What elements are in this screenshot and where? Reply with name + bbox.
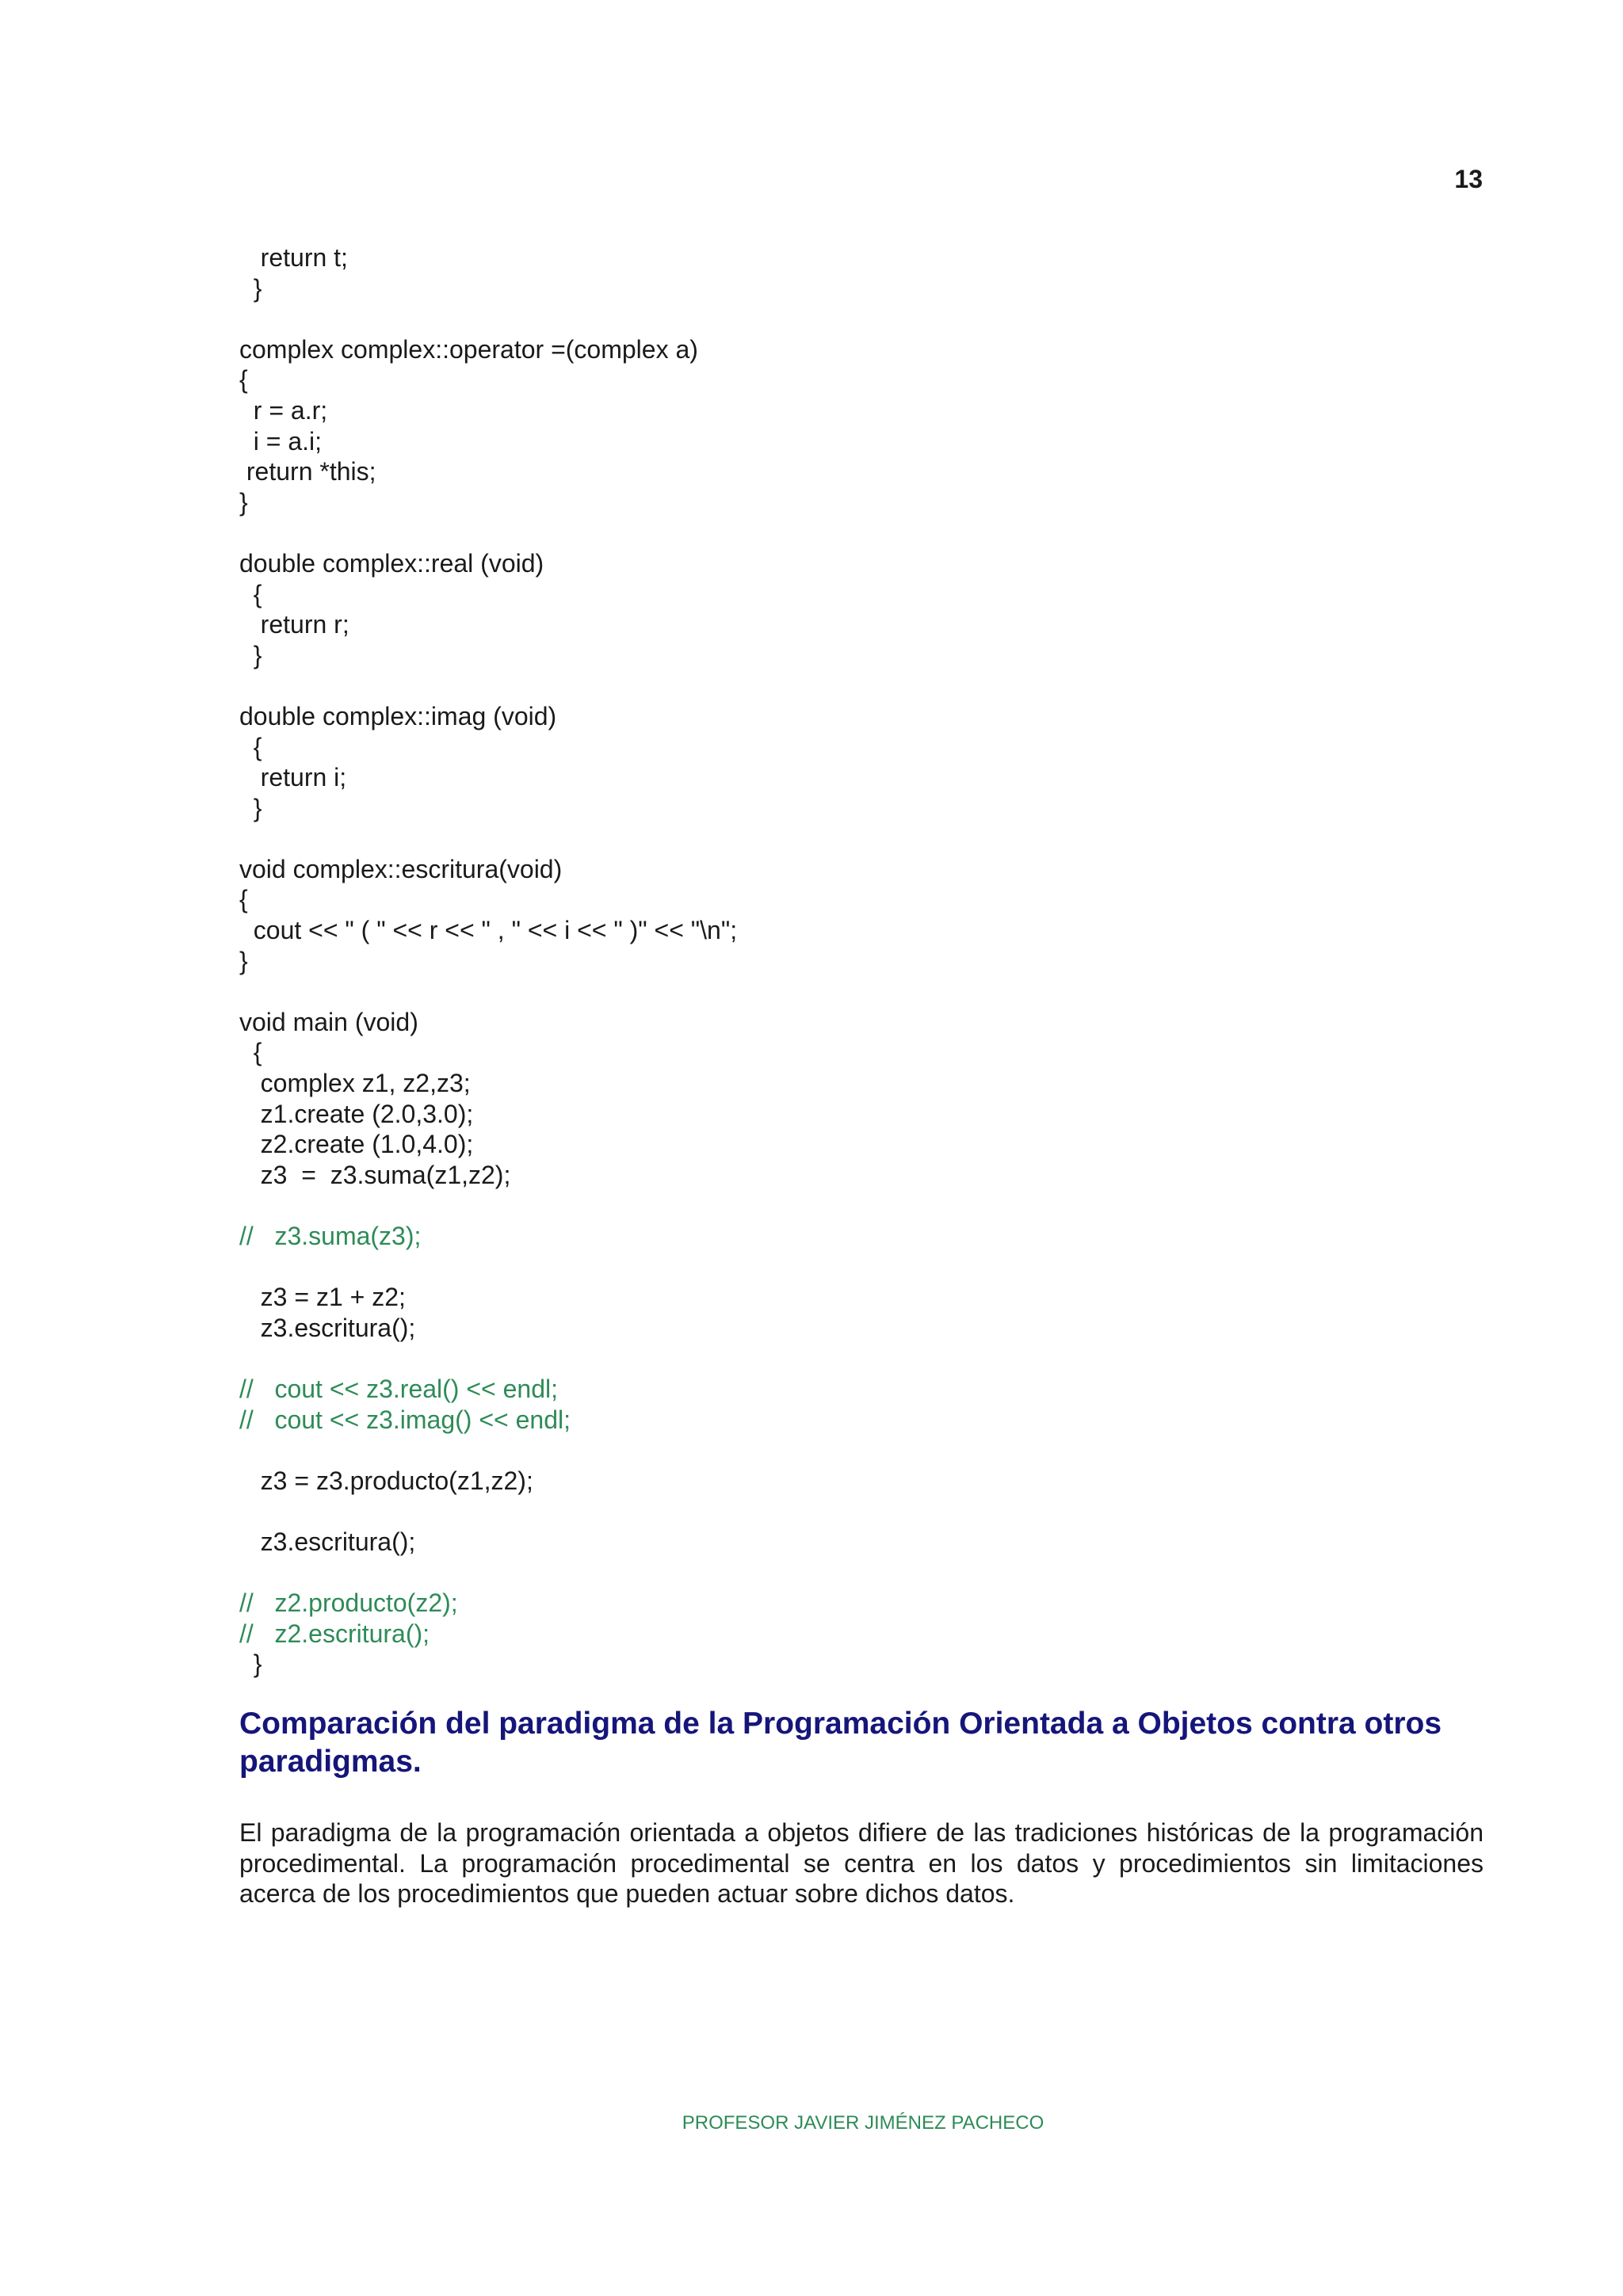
code-line: r = a.r; [239,395,328,425]
code-line [239,1558,1507,1589]
code-comment-line: // cout << z3.real() << endl; [239,1374,558,1403]
code-line: } [239,946,248,975]
code-line: z3 = z1 + z2; [239,1283,406,1312]
code-line: return t; [239,243,348,272]
code-line [239,823,1507,854]
code-line: } [239,1650,262,1679]
code-line: z3 = z3.producto(z1,z2); [239,1466,533,1495]
code-line: } [239,487,248,517]
code-line: { [239,1038,262,1067]
code-line [239,1343,1507,1374]
code-line: { [239,365,248,395]
code-line: } [239,793,262,822]
code-line: { [239,579,262,608]
code-listing [239,242,1507,1680]
page-number: 13 [1454,165,1483,193]
code-line [239,303,1507,334]
code-line: } [239,273,262,303]
section-heading: Comparación del paradigma de la Programación Orientada a Objetos contra otros paradigmas. [239,1707,1442,1779]
code-line: complex complex::operator =(complex a) [239,334,698,364]
page-footer: PROFESOR JAVIER JIMÉNEZ PACHECO [682,2112,1044,2134]
code-line: i = a.i; [239,426,323,456]
code-line [239,1190,1507,1221]
code-line: return i; [239,763,347,792]
code-line: z2.create (1.0,4.0); [239,1130,474,1159]
code-line: cout << " ( " << r << " , " << i << " )" << "\n"; [239,916,738,945]
code-comment-line: // cout << z3.imag() << endl; [239,1405,571,1434]
code-line: return *this; [239,457,376,486]
code-comment-line: // z2.producto(z2); [239,1589,458,1618]
code-line: void main (void) [239,1007,418,1036]
code-line [239,1496,1507,1527]
code-line: return r; [239,610,349,639]
code-comment-line: // z3.suma(z3); [239,1222,422,1250]
code-line [239,670,1507,701]
code-line [239,976,1507,1007]
code-line: z1.create (2.0,3.0); [239,1099,474,1128]
code-line: void complex::escritura(void) [239,854,563,883]
code-line: z3.escritura(); [239,1527,416,1556]
code-line: z3 = z3.suma(z1,z2); [239,1160,511,1189]
code-line: double complex::real (void) [239,548,544,578]
code-line: { [239,885,248,914]
code-line: } [239,640,262,669]
body-paragraph: El paradigma de la programación orientada a objetos difiere de las tradiciones históricas de la programación procedimental. La programación procedimental se centra en los datos y procedimientos sin limitaciones acerca de los procedimientos que pueden actuar sobre dichos datos. [239,1818,1484,1909]
code-line: complex z1, z2,z3; [239,1069,471,1098]
code-line: z3.escritura(); [239,1313,416,1342]
code-line: double complex::imag (void) [239,701,557,730]
code-line [239,1252,1507,1283]
code-line [239,1435,1507,1466]
code-line: { [239,732,262,761]
code-line [239,517,1507,548]
code-comment-line: // z2.escritura(); [239,1619,430,1648]
